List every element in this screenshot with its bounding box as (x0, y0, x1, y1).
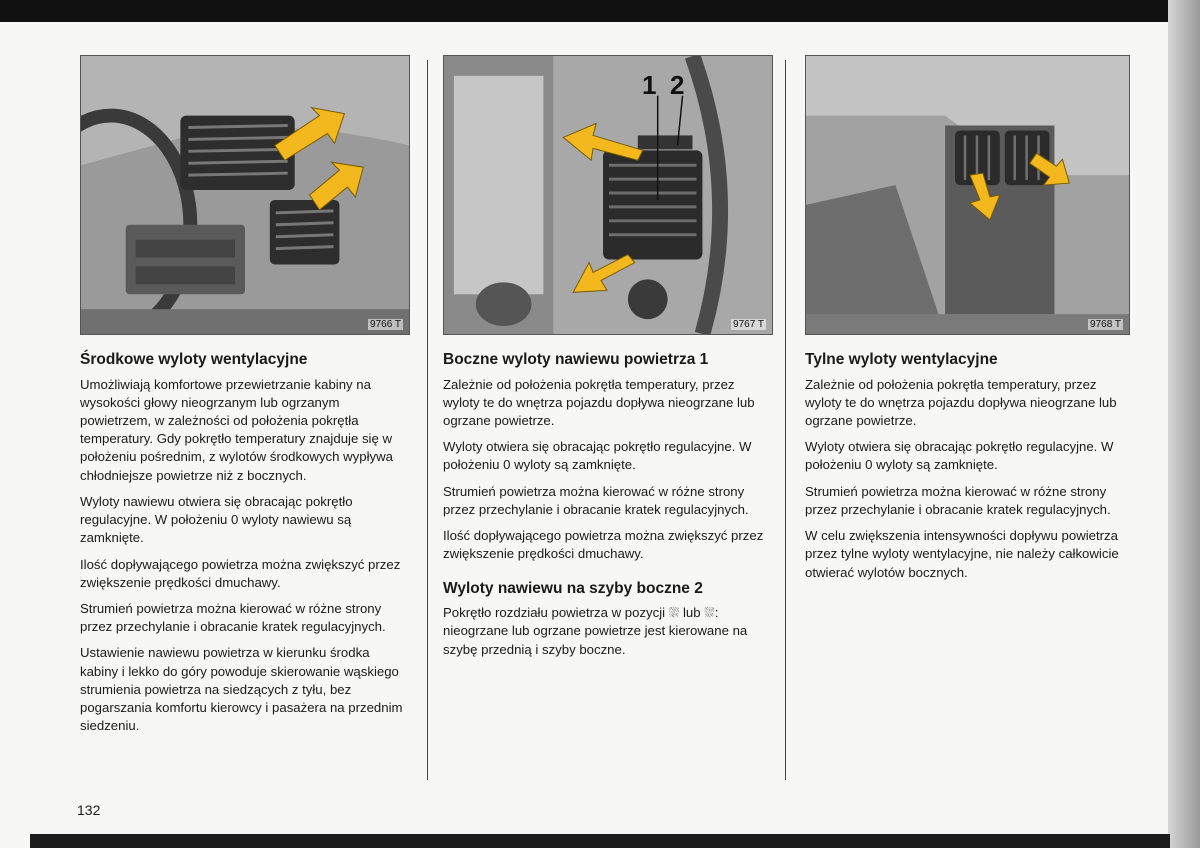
column-side-vents (443, 55, 773, 667)
paragraph: W celu zwiększenia intensywności dopływu powietrza przez tylne wyloty wentylacyjne, nie należy całkowicie otwierać wylotów bocznych. (805, 528, 1119, 580)
section-heading: Środkowe wyloty wentylacyjne (80, 351, 308, 368)
paragraph: Strumień powietrza można kierować w różne strony przez przechylanie i obracanie kratek regulacyjnych. (80, 601, 386, 635)
scan-top-edge (0, 0, 1170, 22)
figure-code: 9768 T (1090, 319, 1121, 330)
side-vent-illustration (444, 56, 772, 334)
paragraph: Ilość dopływającego powietrza można zwiększyć przez zwiększenie prędkości dmuchawy. (443, 528, 764, 562)
column-divider (785, 60, 786, 780)
section-heading: Tylne wyloty wentylacyjne (805, 351, 998, 368)
column-rear-vents (805, 55, 1130, 590)
rear-vent-illustration (806, 56, 1129, 334)
paragraph: Ilość dopływającego powietrza można zwiększyć przez zwiększenie prędkości dmuchawy. (80, 556, 401, 590)
figure-rear-vents (805, 55, 1130, 335)
page-number: 132 (77, 802, 101, 818)
dashboard-vents-illustration (81, 56, 409, 334)
column-divider (427, 60, 428, 780)
callout-label: 1 (642, 70, 657, 100)
section-heading: Wyloty nawiewu na szyby boczne 2 (443, 579, 703, 597)
paragraph: Wyloty otwiera się obracając pokrętło regulacyjne. W położeniu 0 wyloty są zamknięte. (443, 439, 752, 473)
figure-code: 9767 T (733, 319, 764, 330)
paragraph: Strumień powietrza można kierować w różne strony przez przechylanie i obracanie kratek regulacyjnych. (443, 483, 749, 517)
section-heading: Boczne wyloty nawiewu powietrza 1 (443, 351, 709, 368)
figure-code: 9766 T (370, 319, 401, 330)
paragraph: Zależnie od położenia pokrętła temperatury, przez wyloty te do wnętrza pojazdu dopływa nieogrzane lub ogrzane powietrze. (443, 376, 755, 429)
paragraph: Strumień powietrza można kierować w różne strony przez przechylanie i obracanie kratek regulacyjnych. (805, 483, 1111, 517)
paragraph: Pokrętło rozdziału powietrza w pozycji ⛆ lub ⛆: nieogrzane lub ogrzane powietrze jest kierowane na szybę przednią i szyby boczne. (443, 605, 748, 657)
paragraph: Wyloty otwiera się obracając pokrętło regulacyjne. W położeniu 0 wyloty są zamknięte. (805, 439, 1114, 473)
scan-bottom-edge (30, 834, 1170, 848)
figure-side-vents (443, 55, 773, 335)
callout-label: 2 (670, 70, 685, 100)
paragraph: Zależnie od położenia pokrętła temperatury, przez wyloty te do wnętrza pojazdu dopływa nieogrzane lub ogrzane powietrze. (805, 376, 1117, 429)
paragraph: Ustawienie nawiewu powietrza w kierunku środka kabiny i lekko do góry powoduje skierowanie wąskiego strumienia powietrza na siedzących z tyłu, bez pogarszania komfortu kierowcy i pasażera na przednim siedzeniu. (80, 645, 403, 734)
scan-right-edge (1168, 0, 1200, 848)
figure-center-vents (80, 55, 410, 335)
column-center-vents (80, 55, 410, 744)
paragraph: Wyloty nawiewu otwiera się obracając pokrętło regulacyjne. W położeniu 0 wyloty nawiewu są zamknięte. (80, 493, 353, 546)
paragraph: Umożliwiają komfortowe przewietrzanie kabiny na wysokości głowy nieogrzanym lub ogrzanym powietrzem, w zależności od położenia pokrętła temperatury. Gdy pokrętło temperatury znajduje się w położeniu pośrednim, z wylotów środkowych wypływa chłodniejsze powietrze niż z bocznych. (80, 376, 393, 483)
